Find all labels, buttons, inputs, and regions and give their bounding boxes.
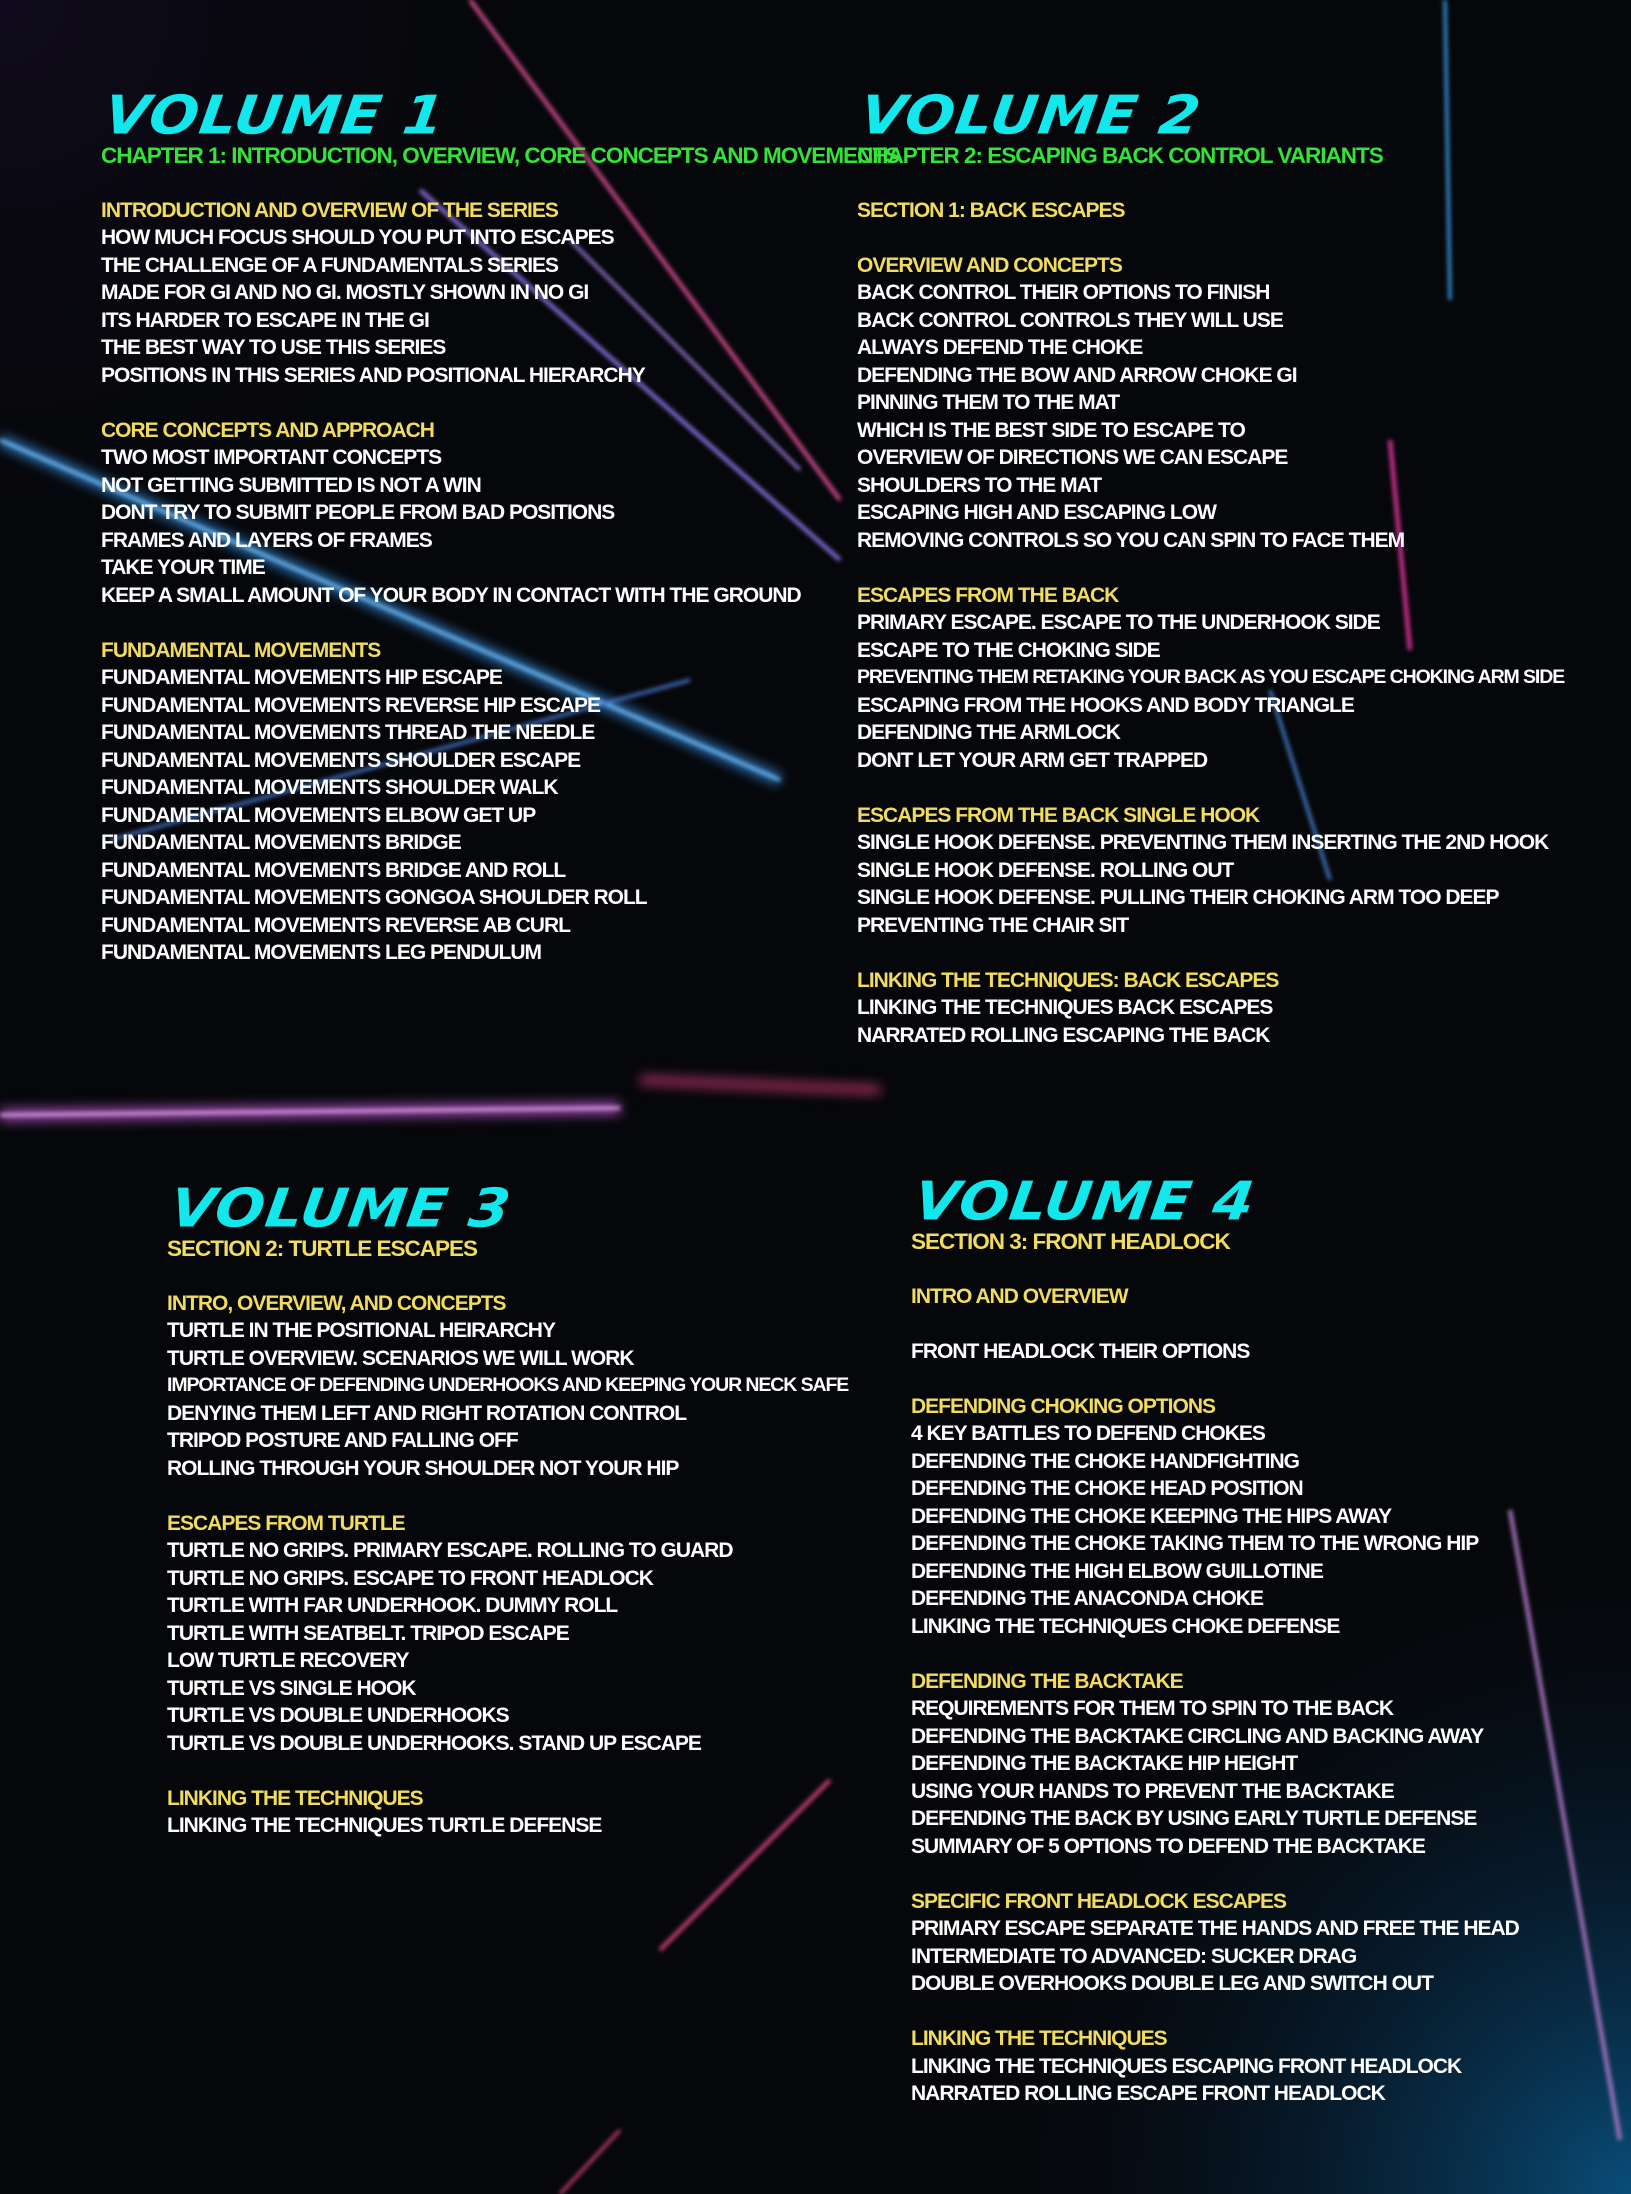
- section-heading: OVERVIEW AND CONCEPTS: [857, 253, 1122, 277]
- list-item: DEFENDING THE HIGH ELBOW GUILLOTINE: [911, 1559, 1323, 1583]
- section: [167, 1785, 848, 1840]
- list-item: INTERMEDIATE TO ADVANCED: SUCKER DRAG: [911, 1944, 1357, 1968]
- section: [911, 1888, 1519, 1998]
- list-item: SUMMARY OF 5 OPTIONS TO DEFEND THE BACKTAKE: [911, 1834, 1425, 1858]
- list-item: TURTLE VS DOUBLE UNDERHOOKS: [167, 1704, 509, 1727]
- volume-2-block: [857, 84, 1564, 1049]
- section-heading: INTRO, OVERVIEW, AND CONCEPTS: [167, 1291, 506, 1315]
- volume-3-block: [167, 1177, 848, 1840]
- section: [857, 582, 1564, 775]
- list-item: POSITIONS IN THIS SERIES AND POSITIONAL HIERARCHY: [101, 363, 645, 387]
- list-item: TURTLE IN THE POSITIONAL HEIRARCHY: [167, 1319, 555, 1342]
- list-item: ITS HARDER TO ESCAPE IN THE GI: [101, 308, 429, 332]
- list-item: TURTLE NO GRIPS. ESCAPE TO FRONT HEADLOCK: [167, 1566, 653, 1590]
- volume-1-block: [101, 84, 899, 967]
- list-item: ROLLING THROUGH YOUR SHOULDER NOT YOUR HIP: [167, 1456, 679, 1480]
- list-item: WHICH IS THE BEST SIDE TO ESCAPE TO: [857, 418, 1245, 442]
- list-item: TWO MOST IMPORTANT CONCEPTS: [101, 446, 442, 469]
- list-item: NOT GETTING SUBMITTED IS NOT A WIN: [101, 473, 481, 497]
- list-item: FUNDAMENTAL MOVEMENTS SHOULDER WALK: [101, 776, 558, 799]
- section-heading: LINKING THE TECHNIQUES: [167, 1786, 423, 1810]
- list-item: NARRATED ROLLING ESCAPE FRONT HEADLOCK: [911, 2082, 1385, 2105]
- section-heading: INTRO AND OVERVIEW: [911, 1284, 1128, 1308]
- list-item: SINGLE HOOK DEFENSE. ROLLING OUT: [857, 858, 1234, 882]
- list-item: DENYING THEM LEFT AND RIGHT ROTATION CONTROL: [167, 1401, 687, 1425]
- list-item: FUNDAMENTAL MOVEMENTS THREAD THE NEEDLE: [101, 721, 595, 744]
- list-item: FUNDAMENTAL MOVEMENTS REVERSE AB CURL: [101, 913, 570, 937]
- list-item: FUNDAMENTAL MOVEMENTS GONGOA SHOULDER ROLL: [101, 886, 647, 909]
- section: [911, 1393, 1519, 1641]
- list-item: DEFENDING THE CHOKE HANDFIGHTING: [911, 1449, 1299, 1473]
- volume-title: VOLUME 2: [856, 84, 1206, 147]
- list-item: DEFENDING THE CHOKE KEEPING THE HIPS AWAY: [911, 1504, 1392, 1528]
- section-heading: CORE CONCEPTS AND APPROACH: [101, 418, 434, 442]
- list-item: TURTLE VS SINGLE HOOK: [167, 1676, 416, 1700]
- section: [101, 637, 899, 967]
- list-item: FUNDAMENTAL MOVEMENTS REVERSE HIP ESCAPE: [101, 693, 601, 717]
- list-item: ESCAPE TO THE CHOKING SIDE: [857, 638, 1160, 662]
- list-item: PRIMARY ESCAPE SEPARATE THE HANDS AND FREE THE HEAD: [911, 1917, 1519, 1940]
- list-item: LINKING THE TECHNIQUES TURTLE DEFENSE: [167, 1814, 602, 1837]
- section-heading: SECTION 1: BACK ESCAPES: [857, 198, 1125, 222]
- list-item: PREVENTING THEM RETAKING YOUR BACK AS YOU ESCAPE CHOKING ARM SIDE: [857, 666, 1565, 688]
- list-item: THE BEST WAY TO USE THIS SERIES: [101, 336, 446, 359]
- section: [101, 197, 899, 390]
- list-item: LINKING THE TECHNIQUES BACK ESCAPES: [857, 996, 1273, 1019]
- list-item: FRONT HEADLOCK THEIR OPTIONS: [911, 1339, 1250, 1363]
- list-item: LINKING THE TECHNIQUES CHOKE DEFENSE: [911, 1614, 1340, 1638]
- list-item: TURTLE VS DOUBLE UNDERHOOKS. STAND UP ESCAPE: [167, 1731, 701, 1755]
- list-item: FUNDAMENTAL MOVEMENTS BRIDGE: [101, 831, 461, 854]
- section: [167, 1290, 848, 1483]
- list-item: FUNDAMENTAL MOVEMENTS ELBOW GET UP: [101, 803, 536, 827]
- section: [857, 802, 1564, 940]
- list-item: DONT LET YOUR ARM GET TRAPPED: [857, 748, 1208, 772]
- list-item: FUNDAMENTAL MOVEMENTS LEG PENDULUM: [101, 941, 542, 964]
- list-item: DEFENDING THE CHOKE TAKING THEM TO THE WRONG HIP: [911, 1532, 1479, 1555]
- list-item: DEFENDING THE BOW AND ARROW CHOKE GI: [857, 363, 1297, 387]
- section-heading: FUNDAMENTAL MOVEMENTS: [101, 638, 381, 662]
- list-item: ALWAYS DEFEND THE CHOKE: [857, 336, 1143, 359]
- list-item: DOUBLE OVERHOOKS DOUBLE LEG AND SWITCH OUT: [911, 1972, 1433, 1995]
- list-item: PRIMARY ESCAPE. ESCAPE TO THE UNDERHOOK SIDE: [857, 611, 1380, 634]
- list-item: ESCAPING FROM THE HOOKS AND BODY TRIANGLE: [857, 693, 1354, 717]
- volume-title: VOLUME 4: [910, 1170, 1260, 1233]
- list-item: IMPORTANCE OF DEFENDING UNDERHOOKS AND KEEPING YOUR NECK SAFE: [167, 1374, 849, 1396]
- section-heading: ESCAPES FROM TURTLE: [167, 1511, 405, 1535]
- spacer: [911, 1310, 1519, 1338]
- section-heading: INTRODUCTION AND OVERVIEW OF THE SERIES: [101, 198, 558, 222]
- list-item: DEFENDING THE BACK BY USING EARLY TURTLE DEFENSE: [911, 1807, 1477, 1830]
- chapter-title: CHAPTER 2: ESCAPING BACK CONTROL VARIANTS: [857, 143, 1383, 168]
- list-item: DEFENDING THE BACKTAKE CIRCLING AND BACKING AWAY: [911, 1724, 1484, 1748]
- section-heading: LINKING THE TECHNIQUES: [911, 2027, 1167, 2050]
- list-item: FUNDAMENTAL MOVEMENTS HIP ESCAPE: [101, 666, 502, 689]
- list-item: FUNDAMENTAL MOVEMENTS BRIDGE AND ROLL: [101, 858, 566, 882]
- list-item: TRIPOD POSTURE AND FALLING OFF: [167, 1429, 518, 1452]
- section: [167, 1510, 848, 1758]
- list-item: TURTLE WITH SEATBELT. TRIPOD ESCAPE: [167, 1621, 569, 1645]
- list-item: REMOVING CONTROLS SO YOU CAN SPIN TO FACE THEM: [857, 528, 1405, 552]
- list-item: TURTLE NO GRIPS. PRIMARY ESCAPE. ROLLING TO GUARD: [167, 1539, 733, 1562]
- list-item: LOW TURTLE RECOVERY: [167, 1649, 409, 1672]
- list-item: SINGLE HOOK DEFENSE. PULLING THEIR CHOKING ARM TOO DEEP: [857, 886, 1499, 909]
- list-item: 4 KEY BATTLES TO DEFEND CHOKES: [911, 1422, 1265, 1445]
- list-item: OVERVIEW OF DIRECTIONS WE CAN ESCAPE: [857, 446, 1288, 469]
- list-item: TAKE YOUR TIME: [101, 556, 265, 579]
- list-item: DEFENDING THE BACKTAKE HIP HEIGHT: [911, 1752, 1298, 1775]
- chapter-title: CHAPTER 1: INTRODUCTION, OVERVIEW, CORE CONCEPTS AND MOVEMENTS: [101, 143, 900, 168]
- section: [911, 1668, 1519, 1861]
- list-item: PREVENTING THE CHAIR SIT: [857, 913, 1129, 937]
- list-item: NARRATED ROLLING ESCAPING THE BACK: [857, 1023, 1270, 1047]
- list-item: REQUIREMENTS FOR THEM TO SPIN TO THE BACK: [911, 1697, 1394, 1720]
- section: [101, 417, 899, 610]
- section-heading: DEFENDING CHOKING OPTIONS: [911, 1394, 1216, 1418]
- list-item: FRAMES AND LAYERS OF FRAMES: [101, 528, 432, 552]
- list-item: KEEP A SMALL AMOUNT OF YOUR BODY IN CONTACT WITH THE GROUND: [101, 583, 801, 607]
- list-item: THE CHALLENGE OF A FUNDAMENTALS SERIES: [101, 253, 559, 277]
- volume-title: VOLUME 1: [100, 84, 450, 147]
- section-heading: LINKING THE TECHNIQUES: BACK ESCAPES: [857, 968, 1279, 992]
- section: [857, 197, 1564, 225]
- list-item: DEFENDING THE ARMLOCK: [857, 721, 1120, 744]
- volume-4-block: [911, 1170, 1519, 2108]
- list-item: HOW MUCH FOCUS SHOULD YOU PUT INTO ESCAPES: [101, 226, 614, 249]
- list-item: LINKING THE TECHNIQUES ESCAPING FRONT HEADLOCK: [911, 2054, 1462, 2078]
- list-item: PINNING THEM TO THE MAT: [857, 391, 1120, 414]
- section: [857, 967, 1564, 1050]
- list-item: BACK CONTROL CONTROLS THEY WILL USE: [857, 308, 1283, 332]
- section: [857, 252, 1564, 555]
- list-item: BACK CONTROL THEIR OPTIONS TO FINISH: [857, 281, 1270, 304]
- section-heading: SPECIFIC FRONT HEADLOCK ESCAPES: [911, 1889, 1287, 1913]
- section-heading: ESCAPES FROM THE BACK: [857, 583, 1119, 607]
- section-subtitle: SECTION 2: TURTLE ESCAPES: [167, 1236, 478, 1261]
- list-item: TURTLE WITH FAR UNDERHOOK. DUMMY ROLL: [167, 1594, 618, 1617]
- list-item: TURTLE OVERVIEW. SCENARIOS WE WILL WORK: [167, 1346, 634, 1370]
- list-item: ESCAPING HIGH AND ESCAPING LOW: [857, 501, 1216, 524]
- section-heading: ESCAPES FROM THE BACK SINGLE HOOK: [857, 803, 1260, 827]
- section: [911, 1283, 1519, 1366]
- section-heading: DEFENDING THE BACKTAKE: [911, 1669, 1183, 1693]
- list-item: DONT TRY TO SUBMIT PEOPLE FROM BAD POSITIONS: [101, 501, 615, 524]
- section: [911, 2025, 1519, 2108]
- list-item: DEFENDING THE CHOKE HEAD POSITION: [911, 1477, 1303, 1500]
- list-item: FUNDAMENTAL MOVEMENTS SHOULDER ESCAPE: [101, 748, 581, 772]
- volume-title: VOLUME 3: [166, 1177, 516, 1240]
- section-subtitle: SECTION 3: FRONT HEADLOCK: [911, 1229, 1230, 1254]
- list-item: MADE FOR GI AND NO GI. MOSTLY SHOWN IN NO GI: [101, 281, 589, 304]
- list-item: SINGLE HOOK DEFENSE. PREVENTING THEM INSERTING THE 2ND HOOK: [857, 831, 1549, 854]
- list-item: SHOULDERS TO THE MAT: [857, 473, 1102, 497]
- list-item: USING YOUR HANDS TO PREVENT THE BACKTAKE: [911, 1779, 1394, 1803]
- list-item: DEFENDING THE ANACONDA CHOKE: [911, 1587, 1263, 1610]
